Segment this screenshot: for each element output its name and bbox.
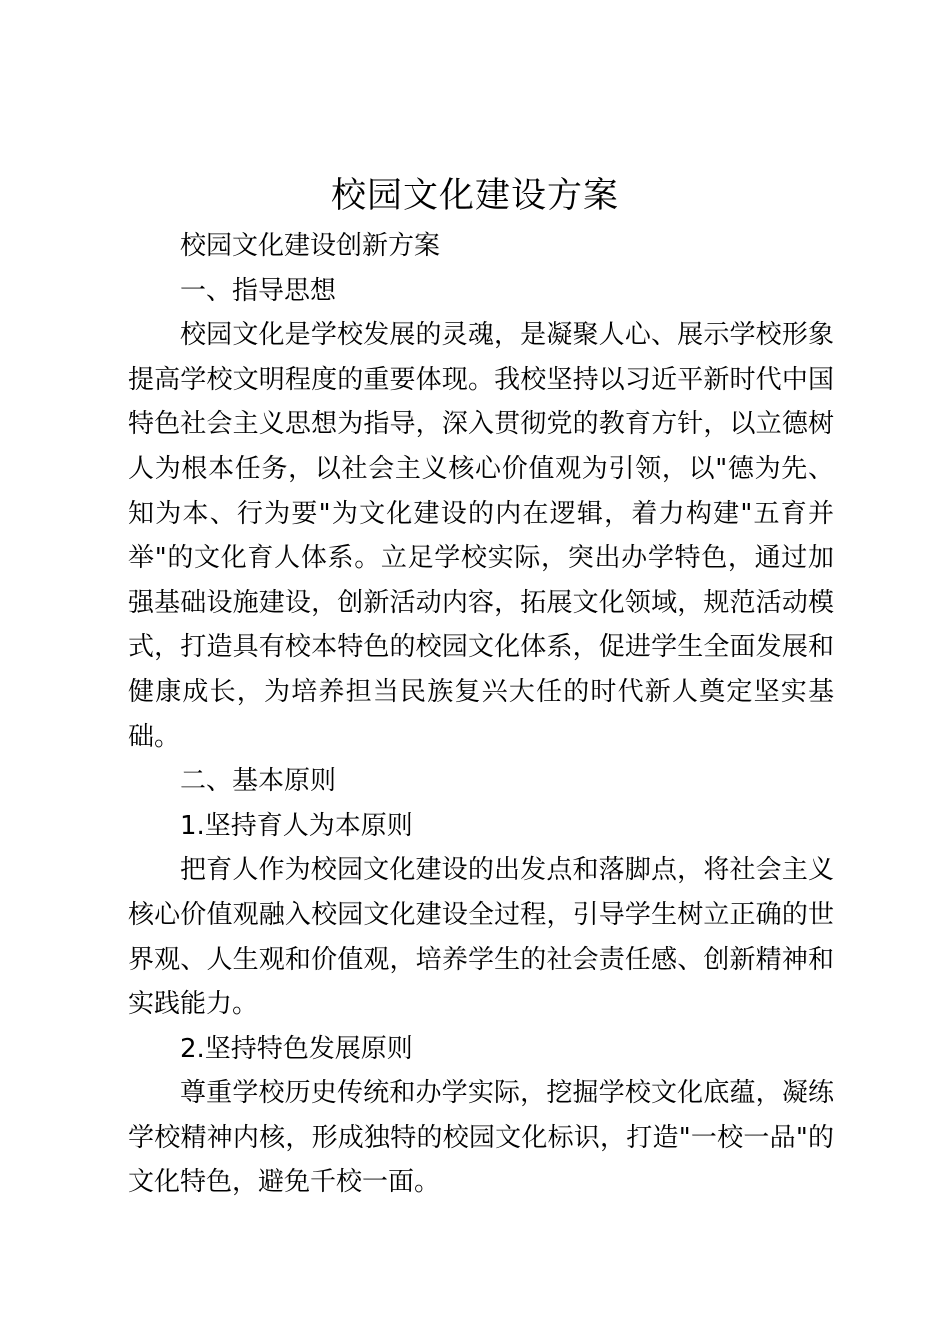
principle-heading-1: 1.坚持育人为本原则 — [180, 810, 413, 841]
section-heading-guiding-ideology: 一、指导思想 — [180, 275, 337, 306]
document-body — [128, 224, 834, 1205]
principle-paragraph-2: 尊重学校历史传统和办学实际，挖掘学校文化底蕴，凝练学校精神内核，形成独特的校园文化标识，打造"一校一品"的文化特色，避免千校一面。 — [128, 1078, 834, 1198]
subtitle-paragraph: 校园文化建设创新方案 — [180, 231, 441, 261]
principle-heading-2: 2.坚持特色发展原则 — [180, 1033, 413, 1064]
principle-paragraph-1: 把育人作为校园文化建设的出发点和落脚点，将社会主义核心价值观融入校园文化建设全过程，引导学生树立正确的世界观、人生观和价值观，培养学生的社会责任感、创新精神和实践能力。 — [128, 855, 834, 1020]
paragraph-guiding-ideology: 校园文化是学校发展的灵魂，是凝聚人心、展示学校形象提高学校文明程度的重要体现。我校坚持以习近平新时代中国特色社会主义思想为指导，深入贯彻党的教育方针，以立德树人为根本任务，以社会主义核心价值观为引领，以"德为先、知为本、行为要"为文化建设的内在逻辑，着力构建"五育并举"的文化育人体系。立足学校实际，突出办学特色，通过加强基础设施建设，创新活动内容，拓展文化领域，规范活动模式，打造具有校本特色的校园文化体系，促进学生全面发展和健康成长，为培养担当民族复兴大任的时代新人奠定坚实基础。 — [128, 320, 834, 752]
document-title: 校园文化建设方案 — [330, 176, 619, 216]
section-heading-basic-principles: 二、基本原则 — [180, 766, 337, 797]
